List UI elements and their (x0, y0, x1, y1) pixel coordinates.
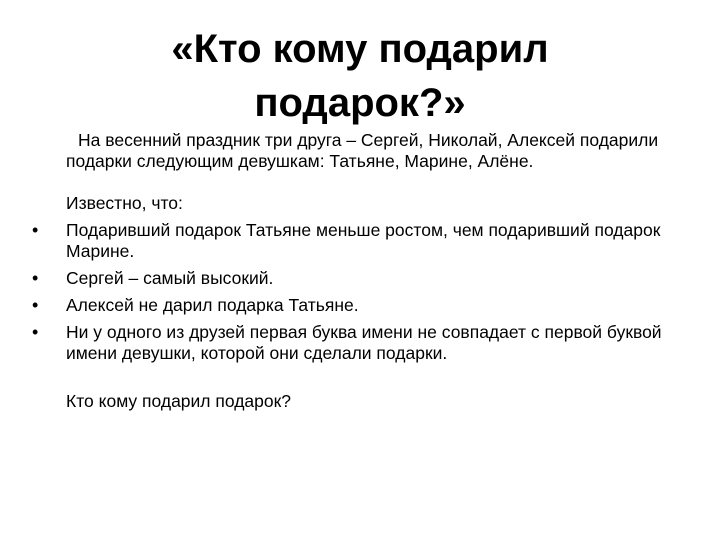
condition-item (32, 268, 692, 289)
bullet-icon: • (32, 322, 39, 342)
slide-title-line-1: «Кто кому подарил (171, 27, 549, 71)
slide-body (32, 130, 692, 412)
condition-item (32, 220, 692, 262)
bullet-icon: • (32, 295, 39, 315)
conditions-list (32, 220, 692, 364)
condition-item (32, 322, 692, 364)
slide-title (60, 22, 660, 130)
condition-text: Сергей – самый высокий. (66, 268, 274, 288)
bullet-icon: • (32, 220, 39, 240)
condition-text: Ни у одного из друзей первая буква имени не совпадает с первой буквой имени девушки, которой они сделали подарки. (66, 322, 662, 363)
condition-text: Подаривший подарок Татьяне меньше ростом, чем подаривший подарок Марине. (66, 220, 661, 261)
slide-title-line-2: подарок?» (254, 81, 466, 125)
question-text: Кто кому подарил подарок? (66, 391, 292, 411)
bullet-icon: • (32, 268, 39, 288)
condition-text: Алексей не дарил подарка Татьяне. (66, 295, 359, 315)
condition-item (32, 295, 692, 316)
known-label: Известно, что: (66, 193, 183, 213)
intro-paragraph: На весенний праздник три друга – Сергей, Николай, Алексей подарили подарки следующим девушкам: Татьяне, Марине, Алёне. (66, 130, 659, 171)
